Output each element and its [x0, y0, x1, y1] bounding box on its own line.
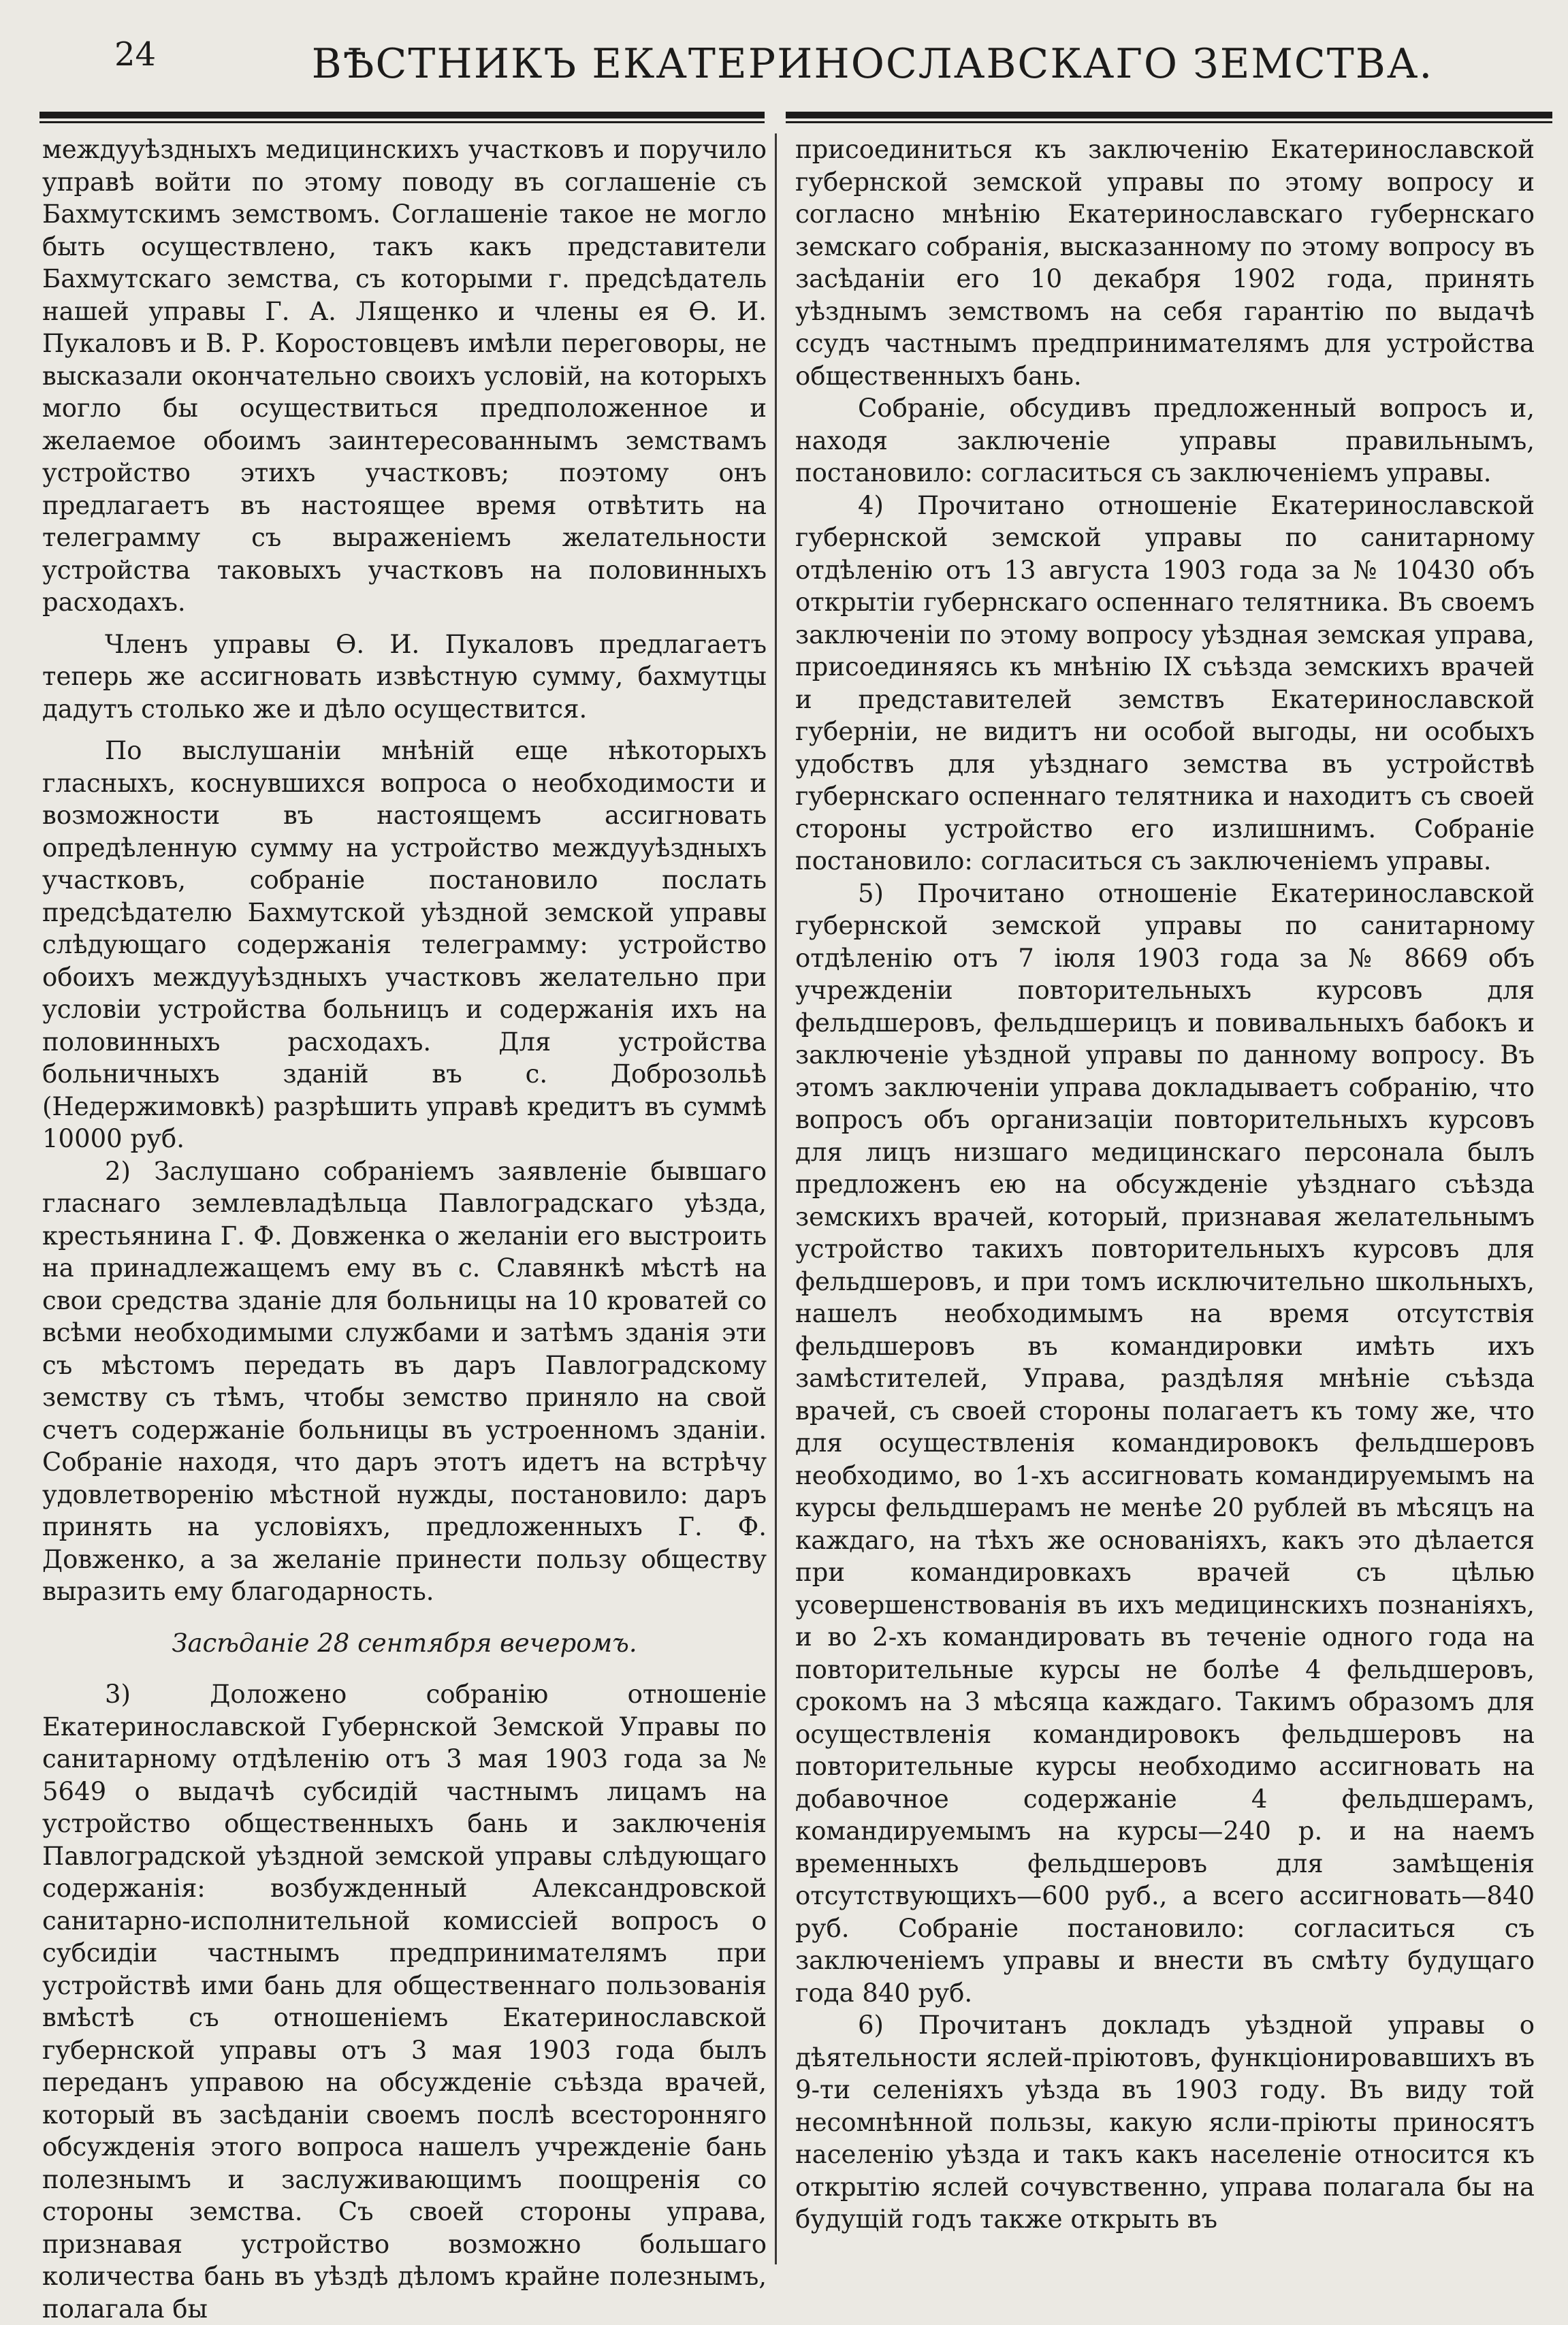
session-heading: Засѣданіе 28 сентября вечеромъ.: [172, 1628, 637, 1658]
paragraph-1-continued: междууѣздныхъ медицинскихъ участковъ и поручило управѣ войти по этому поводу въ соглашеніе съ Бахмутскимъ земствомъ. Соглашеніе такое не могло быть осуществлено, такъ какъ представители Бахмутскаго земства, съ которыми г. предсѣдатель нашей управы Г. А. Лященко и члены ея Ѳ. И. Пукаловъ и В. Р. Коростовцевъ имѣли переговоры, не высказали окончательно своихъ условій, на которыхъ могло бы осуществиться предположенное и желаемое обоимъ заинтересованнымъ земствамъ устройство этихъ участковъ; поэтому онъ предлагаетъ въ настоящее время отвѣтить на телеграмму съ выраженіемъ желательности устройства таковыхъ участковъ на половинныхъ расходахъ.: [42, 135, 767, 617]
paragraph-item-3-continued: присоединиться къ заключенію Екатеринославской губернской земской управы по этому вопросу и согласно мнѣнію Екатеринославскаго губернскаго земскаго собранія, высказанному по этому вопросу въ засѣданіи его 10 декабря 1902 года, принять уѣзднымъ земствомъ на себя гарантію по выдачѣ ссудъ частнымъ предпринимателямъ для устройства общественныхъ бань.: [795, 135, 1535, 391]
header-rule-right: [786, 112, 1552, 118]
right-column: [795, 133, 1535, 2285]
page-number: 24: [114, 35, 157, 74]
paragraph-item-6: 6) Прочитанъ докладъ уѣздной управы о дѣятельности яслей-пріютовъ, функціонировавшихъ въ 9-ти селеніяхъ уѣзда въ 1903 году. Въ виду той несомнѣнной пользы, какую ясли-пріюты приносятъ населенію уѣзда и такъ какъ населеніе относится къ открытію яслей сочувственно, управа полагала бы на будущій годъ также открыть въ: [795, 2010, 1535, 2234]
paragraph-item-5: 5) Прочитано отношеніе Екатеринославской губернской земской управы по санитарному отдѣленію отъ 7 іюля 1903 года за № 8669 объ учрежденіи повторительныхъ курсовъ для фельдшеровъ, фельдшерицъ и повивальныхъ бабокъ и заключеніе уѣздной управы по данному вопросу. Въ этомъ заключеніи управа докладываетъ собранію, что вопросъ объ организаціи повторительныхъ курсовъ для лицъ низшаго медицинскаго персонала былъ предложенъ ею на обсужденіе уѣзднаго съѣзда земскихъ врачей, который, признавая желательнымъ устройство такихъ повторительныхъ курсовъ для фельдшеровъ, и при томъ исключительно школьныхъ, нашелъ необходимымъ на время отсутствія фельдшеровъ въ командировки имѣть ихъ замѣстителей, Управа, раздѣляя мнѣніе съѣзда врачей, съ своей стороны полагаетъ къ тому же, что для осуществленія командировокъ фельдшеровъ необходимо, во 1-хъ ассигновать командируемымъ на курсы фельдшерамъ не менѣе 20 рублей въ мѣсяцъ на каждаго, на тѣхъ же основаніяхъ, какъ это дѣлается при командировкахъ врачей съ цѣлью усовершенствованія въ ихъ медицинскихъ познаніяхъ, и во 2-хъ командировать въ теченіе одного года на повторительные курсы не болѣе 4 фельдшеровъ, срокомъ на 3 мѣсяца каждаго. Такимъ образомъ для осуществленія командировокъ фельдшеровъ на повторительные курсы необходимо ассигновать на добавочное содержаніе 4 фельдшерамъ, командируемымъ на курсы—240 р. и на наемъ временныхъ фельдшеровъ для замѣщенія отсутствующихъ—600 руб., а всего ассигновать—840 руб. Собраніе постановило: согласиться съ заключеніемъ управы и внести въ смѣту будущаго года 840 руб.: [795, 878, 1535, 2008]
header-rule-left: [39, 112, 765, 118]
paragraph-item-3: 3) Доложено собранію отношеніе Екатеринославской Губернской Земской Управы по санитарному отдѣленію отъ 3 мая 1903 года за № 5649 о выдачѣ субсидій частнымъ лицамъ на устройство общественныхъ бань и заключенія Павлоградской уѣздной земской управы слѣдующаго содержанія: возбужденный Александровской санитарно-исполнительной комиссіей вопросъ о субсидіи частнымъ предпринимателямъ при устройствѣ ими бань для общественнаго пользованія вмѣстѣ съ отношеніемъ Екатеринославской губернской управы отъ 3 мая 1903 года былъ переданъ управою на обсужденіе съѣзда врачей, который въ засѣданіи своемъ послѣ всесторонняго обсужденія этого вопроса нашелъ учрежденіе бань полезнымъ и заслуживающимъ поощренія со стороны земства. Съ своей стороны управа, признавая устройство возможно большаго количества бань въ уѣздѣ дѣломъ крайне полезнымъ, полагала бы: [42, 1680, 767, 2324]
paragraph-item-4: 4) Прочитано отношеніе Екатеринославской губернской земской управы по санитарному отдѣленію отъ 13 августа 1903 года за № 10430 объ открытіи губернскаго оспеннаго телятника. Въ своемъ заключеніи по этому вопросу уѣздная земская управа, присоединяясь къ мнѣнію IX съѣзда земскихъ врачей и представителей земствъ Екатеринославской губерніи, не видитъ ни особой выгоды, ни особыхъ удобствъ для уѣзднаго земства въ устройствѣ губернскаго оспеннаго телятника и находитъ съ своей стороны устройство его излишнимъ. Собраніе постановило: согласиться съ заключеніемъ управы.: [795, 490, 1535, 876]
left-column: [42, 133, 767, 2324]
column-divider: [775, 133, 777, 2264]
paragraph-item-2: 2) Заслушано собраніемъ заявленіе бывшаго гласнаго землевладѣльца Павлоградскаго уѣзда, крестьянина Г. Ф. Довженка о желаніи его выстроить на принадлежащемъ ему въ с. Славянкѣ мѣстѣ на свои средства зданіе для больницы на 10 кроватей со всѣми необходимыми службами и затѣмъ зданія эти съ мѣстомъ передать въ даръ Павлоградскому земству съ тѣмъ, чтобы земство приняло на свой счетъ содержаніе больницы въ устроенномъ зданіи. Собраніе находя, что даръ этотъ идетъ на встрѣчу удовлетворенію мѣстной нужды, постановило: даръ принять на условіяхъ, предложенныхъ Г. Ф. Довженко, а за желаніе принести пользу обществу выразить ему благодарность.: [42, 1156, 767, 1606]
paragraph-2: Членъ управы Ѳ. И. Пукаловъ предлагаетъ теперь же ассигновать извѣстную сумму, бахмутцы дадутъ столько же и дѣло осуществится.: [42, 629, 767, 724]
running-title: ВѢСТНИКЪ ЕКАТЕРИНОСЛАВСКАГО ЗЕМСТВА.: [311, 40, 1434, 88]
paragraph-3: По выслушаніи мнѣній еще нѣкоторыхъ гласныхъ, коснувшихся вопроса о необходимости и возможности въ настоящемъ ассигновать опредѣленную сумму на устройство междууѣздныхъ участковъ, собраніе постановило послать предсѣдателю Бахмутской уѣздной земской управы слѣдующаго содержанія телеграмму: устройство обоихъ междууѣздныхъ участковъ желательно при условіи устройства больницъ и содержанія ихъ на половинныхъ расходахъ. Для устройства больничныхъ зданій въ с. Доброзольѣ (Недержимовкѣ) разрѣшить управѣ кредитъ въ суммѣ 10000 руб.: [42, 736, 767, 1153]
paragraph-resolution: Собраніе, обсудивъ предложенный вопросъ и, находя заключеніе управы правильнымъ, постановило: согласиться съ заключеніемъ управы.: [795, 394, 1535, 487]
